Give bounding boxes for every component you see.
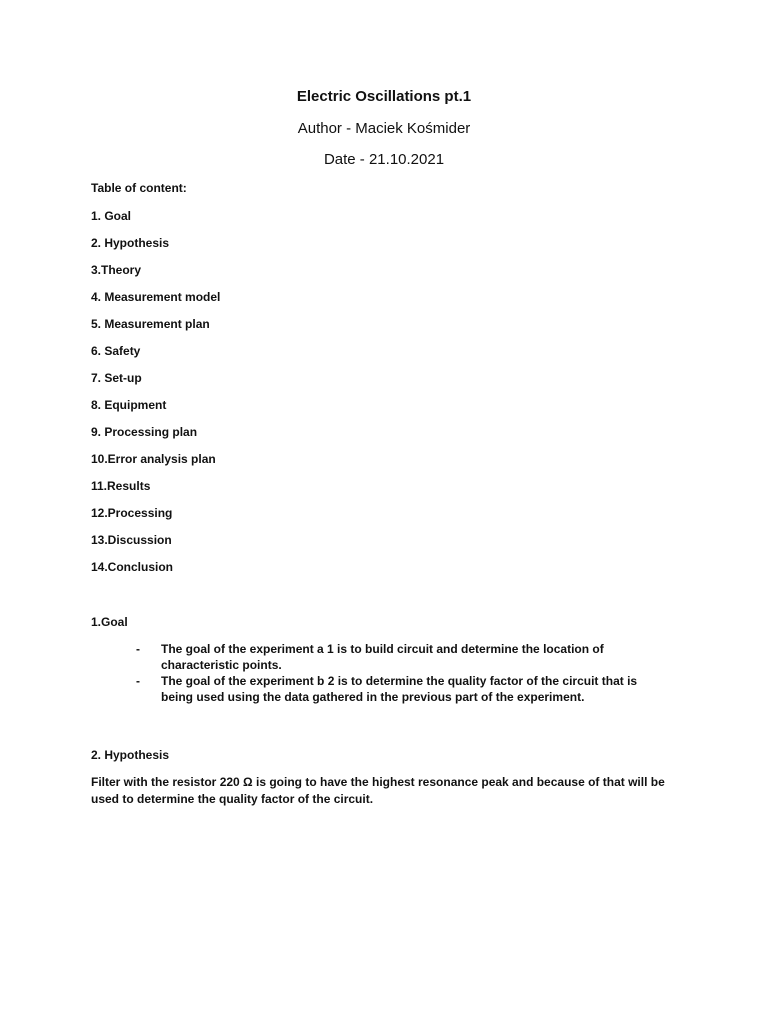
toc-item: 13.Discussion [91,533,172,547]
toc-item: 5. Measurement plan [91,317,210,331]
goal-item-text: The goal of the experiment b 2 is to determine the quality factor of the circuit that is being used using the data gathered in the previous part of the experiment. [161,674,638,704]
toc-item: 1. Goal [91,209,132,223]
toc-item: 12.Processing [91,506,173,520]
document-author: Author - Maciek Kośmider [297,120,471,137]
hypothesis-text: Filter with the resistor 220 Ω is going to have the highest resonance peak and because of that will be used to determine the quality factor of the circuit. [91,775,665,806]
toc-item: 3.Theory [91,263,142,277]
toc-item: 14.Conclusion [91,560,174,574]
toc-item: 10.Error analysis plan [91,452,216,466]
toc-heading: Table of content: [91,181,187,195]
toc-item: 8. Equipment [91,398,167,412]
goal-item [136,641,656,673]
document-title: Electric Oscillations pt.1 [296,88,472,105]
goal-list [136,641,656,705]
bullet-dash: - [136,674,140,688]
document-date: Date - 21.10.2021 [323,151,445,168]
bullet-dash: - [136,642,140,656]
goal-item-text: The goal of the experiment a 1 is to build circuit and determine the location of characteristic points. [161,642,604,672]
toc-item: 6. Safety [91,344,141,358]
toc-item: 2. Hypothesis [91,236,170,250]
toc-item: 4. Measurement model [91,290,221,304]
table-of-contents [91,208,220,586]
goal-item [136,673,656,705]
toc-item: 7. Set-up [91,371,142,385]
hypothesis-heading: 2. Hypothesis [91,748,170,762]
toc-item: 11.Results [91,479,151,493]
goal-heading: 1.Goal [91,615,128,629]
toc-item: 9. Processing plan [91,425,198,439]
